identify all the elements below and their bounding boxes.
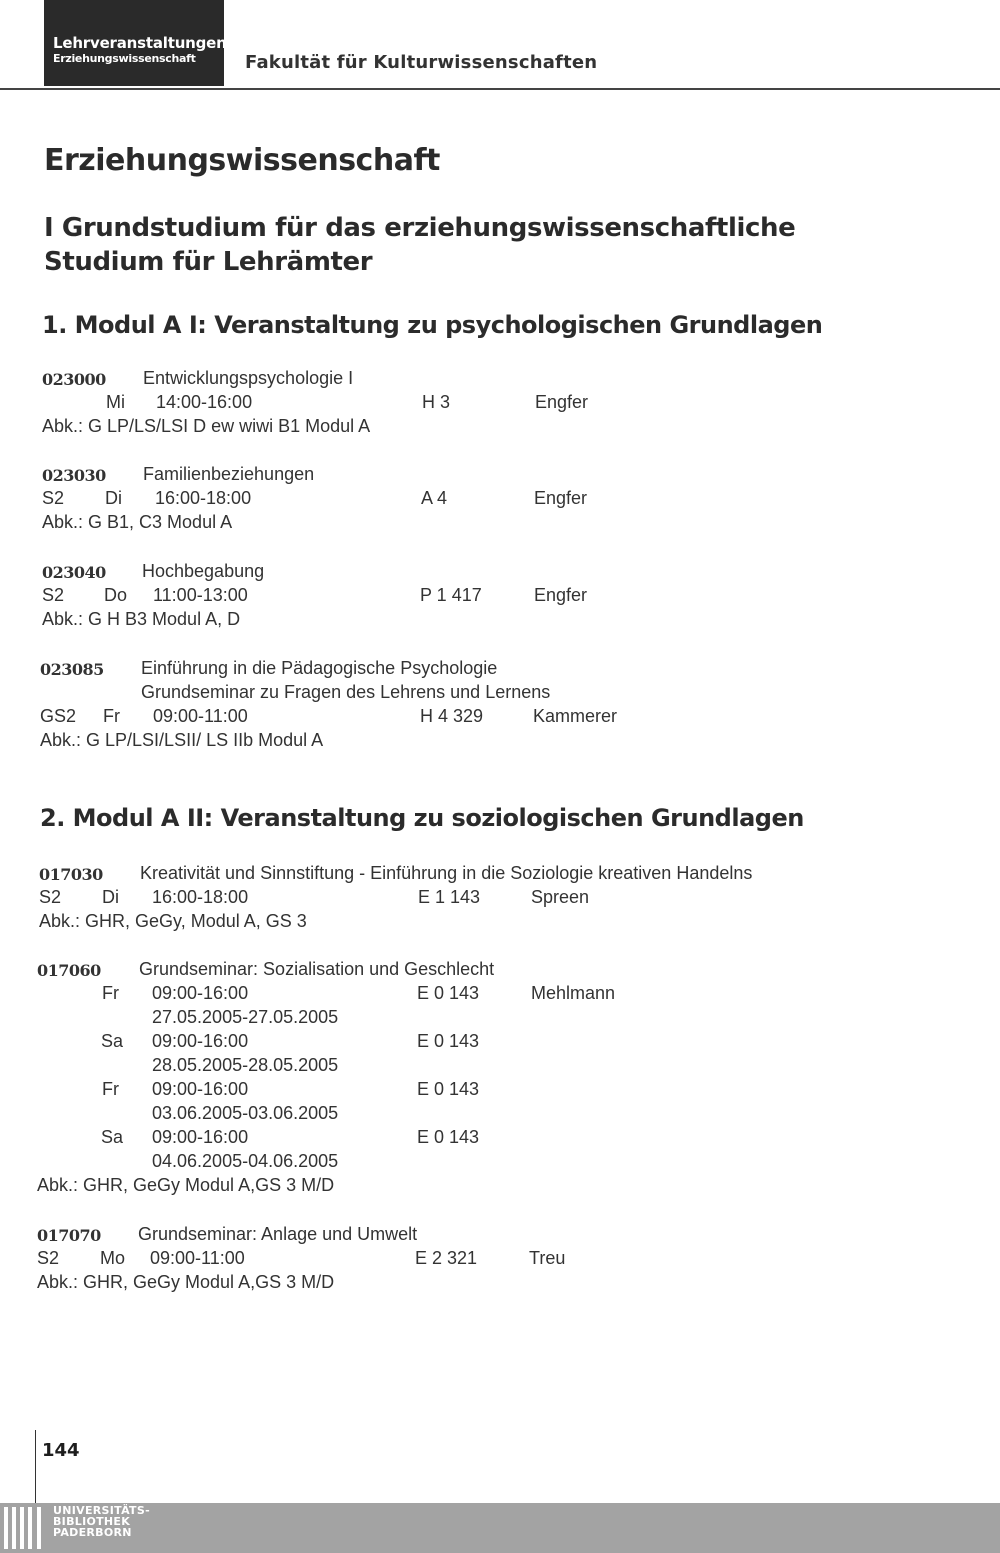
course-title: Familienbeziehungen <box>143 464 315 484</box>
course-number: 023000 <box>42 370 106 389</box>
section-heading: I Grundstudium für das erziehungswissenschaftliche Studium für Lehrämter <box>44 213 796 277</box>
faculty-title: Fakultät für Kulturwissenschaften <box>245 52 598 73</box>
course-abk: Abk.: G H B3 Modul A, D <box>42 609 241 629</box>
course-time: 16:00-18:00 <box>152 887 249 907</box>
tab-subtitle: Erziehungswissenschaft <box>53 52 196 65</box>
session-lecturer: Mehlmann <box>531 983 616 1003</box>
module-heading: 1. Modul A I: Veranstaltung zu psychologischen Grundlagen <box>42 311 823 339</box>
course-number: 017030 <box>39 865 103 884</box>
course-type: GS2 <box>40 706 77 726</box>
library-name-line: PADERBORN <box>53 1526 132 1539</box>
header-tab <box>44 0 227 86</box>
course-type: S2 <box>37 1248 60 1268</box>
course-abk: Abk.: G B1, C3 Modul A <box>42 512 233 532</box>
session-time: 09:00-16:00 <box>152 1127 249 1147</box>
course-type: S2 <box>42 488 65 508</box>
course-day: Di <box>105 488 122 508</box>
course-lecturer: Engfer <box>534 488 588 508</box>
course-title: Kreativität und Sinnstiftung - Einführung in die Soziologie kreativen Handelns <box>140 863 753 883</box>
session-room: E 0 143 <box>417 1079 480 1099</box>
course-entry <box>39 863 839 935</box>
tab-title: Lehrveranstaltungen <box>53 34 227 52</box>
library-logo-icon <box>0 1503 48 1553</box>
session-room: E 0 143 <box>417 983 480 1003</box>
session-date: 28.05.2005-28.05.2005 <box>152 1055 339 1075</box>
course-time: 09:00-11:00 <box>150 1248 245 1268</box>
course-room: H 4 329 <box>420 706 484 726</box>
session-day: Sa <box>101 1127 124 1147</box>
course-title: Einführung in die Pädagogische Psychologie <box>141 658 498 678</box>
course-type: S2 <box>39 887 62 907</box>
course-day: Mo <box>100 1248 126 1268</box>
course-entry <box>42 561 802 633</box>
page-title: Erziehungswissenschaft <box>44 143 440 178</box>
course-abk: Abk.: G LP/LS/LSI D ew wiwi B1 Modul A <box>42 416 371 436</box>
course-number: 017060 <box>37 961 101 980</box>
course-entry <box>37 959 837 1199</box>
library-footer <box>0 1503 1000 1553</box>
page-number: 144 <box>42 1440 80 1461</box>
library-name-line: BIBLIOTHEK <box>53 1515 131 1528</box>
course-abk: Abk.: GHR, GeGy Modul A,GS 3 M/D <box>37 1272 335 1292</box>
course-room: H 3 <box>422 392 451 412</box>
session-day: Fr <box>102 1079 119 1099</box>
course-room: E 2 321 <box>415 1248 478 1268</box>
course-time: 11:00-13:00 <box>153 585 248 605</box>
session-date: 03.06.2005-03.06.2005 <box>152 1103 339 1123</box>
course-subtitle: Grundseminar zu Fragen des Lehrens und Lernens <box>141 682 551 702</box>
session-day: Fr <box>102 983 119 1003</box>
course-title: Hochbegabung <box>142 561 265 581</box>
session-date: 27.05.2005-27.05.2005 <box>152 1007 339 1027</box>
course-day: Do <box>104 585 128 605</box>
course-lecturer: Engfer <box>535 392 589 412</box>
library-name <box>53 1505 150 1538</box>
session-time: 09:00-16:00 <box>152 1031 249 1051</box>
course-room: P 1 417 <box>420 585 482 605</box>
session-time: 09:00-16:00 <box>152 1079 249 1099</box>
session-day: Sa <box>101 1031 124 1051</box>
course-abk: Abk.: GHR, GeGy Modul A,GS 3 M/D <box>37 1175 335 1195</box>
header-rule <box>0 88 1000 90</box>
course-time: 09:00-11:00 <box>153 706 248 726</box>
course-time: 16:00-18:00 <box>155 488 252 508</box>
course-abk: Abk.: G LP/LSI/LSII/ LS IIb Modul A <box>40 730 324 750</box>
course-number: 023085 <box>40 660 104 679</box>
course-lecturer: Treu <box>529 1248 566 1268</box>
course-entry <box>42 464 802 536</box>
course-title: Entwicklungspsychologie I <box>143 368 354 388</box>
course-time: 14:00-16:00 <box>156 392 253 412</box>
course-room: A 4 <box>421 488 448 508</box>
course-title: Grundseminar: Sozialisation und Geschlecht <box>139 959 495 979</box>
course-number: 023040 <box>42 563 106 582</box>
course-number: 023030 <box>42 466 106 485</box>
session-date: 04.06.2005-04.06.2005 <box>152 1151 339 1171</box>
course-day: Di <box>102 887 119 907</box>
course-abk: Abk.: GHR, GeGy, Modul A, GS 3 <box>39 911 307 931</box>
course-number: 017070 <box>37 1226 101 1245</box>
course-day: Fr <box>103 706 120 726</box>
course-room: E 1 143 <box>418 887 481 907</box>
module-heading: 2. Modul A II: Veranstaltung zu soziologischen Grundlagen <box>40 804 804 832</box>
course-entry <box>42 368 802 440</box>
session-room: E 0 143 <box>417 1031 480 1051</box>
course-entry <box>40 658 800 754</box>
course-title: Grundseminar: Anlage und Umwelt <box>138 1224 418 1244</box>
course-lecturer: Kammerer <box>533 706 618 726</box>
session-room: E 0 143 <box>417 1127 480 1147</box>
course-type: S2 <box>42 585 65 605</box>
course-day: Mi <box>106 392 125 412</box>
course-lecturer: Engfer <box>534 585 588 605</box>
course-lecturer: Spreen <box>531 887 590 907</box>
session-time: 09:00-16:00 <box>152 983 249 1003</box>
library-name-line: UNIVERSITÄTS- <box>53 1504 150 1517</box>
course-entry <box>37 1224 837 1296</box>
